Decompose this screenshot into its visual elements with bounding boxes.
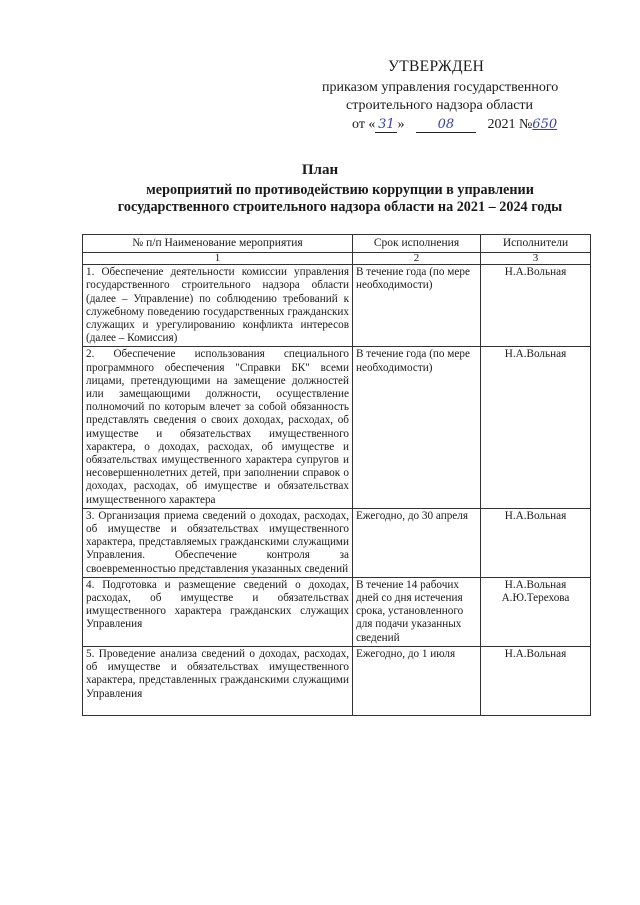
approval-order-line: приказом управления государственного [322,80,559,95]
date-year-number: 2021 № [487,117,533,132]
date-month: 08 [416,117,476,133]
date-prefix: от « [352,117,376,132]
plan-subtitle-line1: мероприятий по противодействию коррупции в управлении [146,182,534,198]
date-mid: » [397,117,405,132]
header-executors: Исполнители [481,235,591,253]
measure-description: 1. Обеспечение деятельности комиссии управления государственного строительного надзора области (далее – Управление) по соблюдению требований к служебному поведению государственных гражданских служащих и урегулированию конфликта интересов (далее – Комиссия) [83,265,353,347]
table-row [83,646,591,715]
table-numbering-row [83,253,591,265]
measure-term: В течение года (по мере необходимости) [353,347,481,508]
column-number: 1 [83,253,353,265]
measure-executors: Н.А.Вольная А.Ю.Терехова [481,577,591,646]
measure-executors: Н.А.Вольная [481,265,591,347]
measure-description: 3. Организация приема сведений о доходах, расходах, об имуществе и обязательствах имущественного характера, представляемых гражданскими служащими Управления. Обеспечение контроля за своевременностью представления указанных сведений [83,508,353,577]
measure-term: В течение года (по мере необходимости) [353,265,481,347]
order-number: 650 [532,117,558,132]
table-row [83,265,591,347]
measure-executors: Н.А.Вольная [481,646,591,715]
table-row [83,508,591,577]
measure-description: 2. Обеспечение использования специального программного обеспечения "Справки БК" всеми лицами, претендующими на замещение должностей или замещающими должности, осуществление полномочий по которым влечет за собой обязанность представлять сведения о своих доходах, расходах, об имуществе и обязательствах имущественного характера, о доходах, расходах, об имуществе и обязательствах имущественного характера супругов и несовершеннолетних детей, при заполнении справок о доходах, расходах, об имуществе и обязательствах имущественного характера [83,347,353,508]
approval-date-line [352,117,557,133]
measure-term: Ежегодно, до 30 апреля [353,508,481,577]
approval-authority-line: строительного надзора области [346,98,534,113]
date-day: 31 [375,117,397,133]
table-header-row [83,235,591,253]
measure-executors: Н.А.Вольная [481,508,591,577]
measures-table [82,234,591,716]
header-name: № п/п Наименование мероприятия [83,235,353,253]
column-number: 2 [353,253,481,265]
measure-term: В течение 14 рабочих дней со дня истечения срока, установленного для подачи указанных сведений [353,577,481,646]
measure-executors: Н.А.Вольная [481,347,591,508]
measure-term: Ежегодно, до 1 июля [353,646,481,715]
header-term: Срок исполнения [353,235,481,253]
measure-description: 5. Проведение анализа сведений о доходах, расходах, об имуществе и обязательствах имущественного характера, представленных гражданскими служащими Управления [83,646,353,715]
table-row [83,577,591,646]
approval-title: УТВЕРЖДЕН [388,58,485,75]
measure-description: 4. Подготовка и размещение сведений о доходах, расходах, об имуществе и обязательствах имущественного характера гражданских служащих Управления [83,577,353,646]
plan-title: План [301,162,339,178]
table-row [83,347,591,508]
plan-subtitle-line2: государственного строительного надзора области на 2021 – 2024 годы [117,199,563,215]
column-number: 3 [481,253,591,265]
